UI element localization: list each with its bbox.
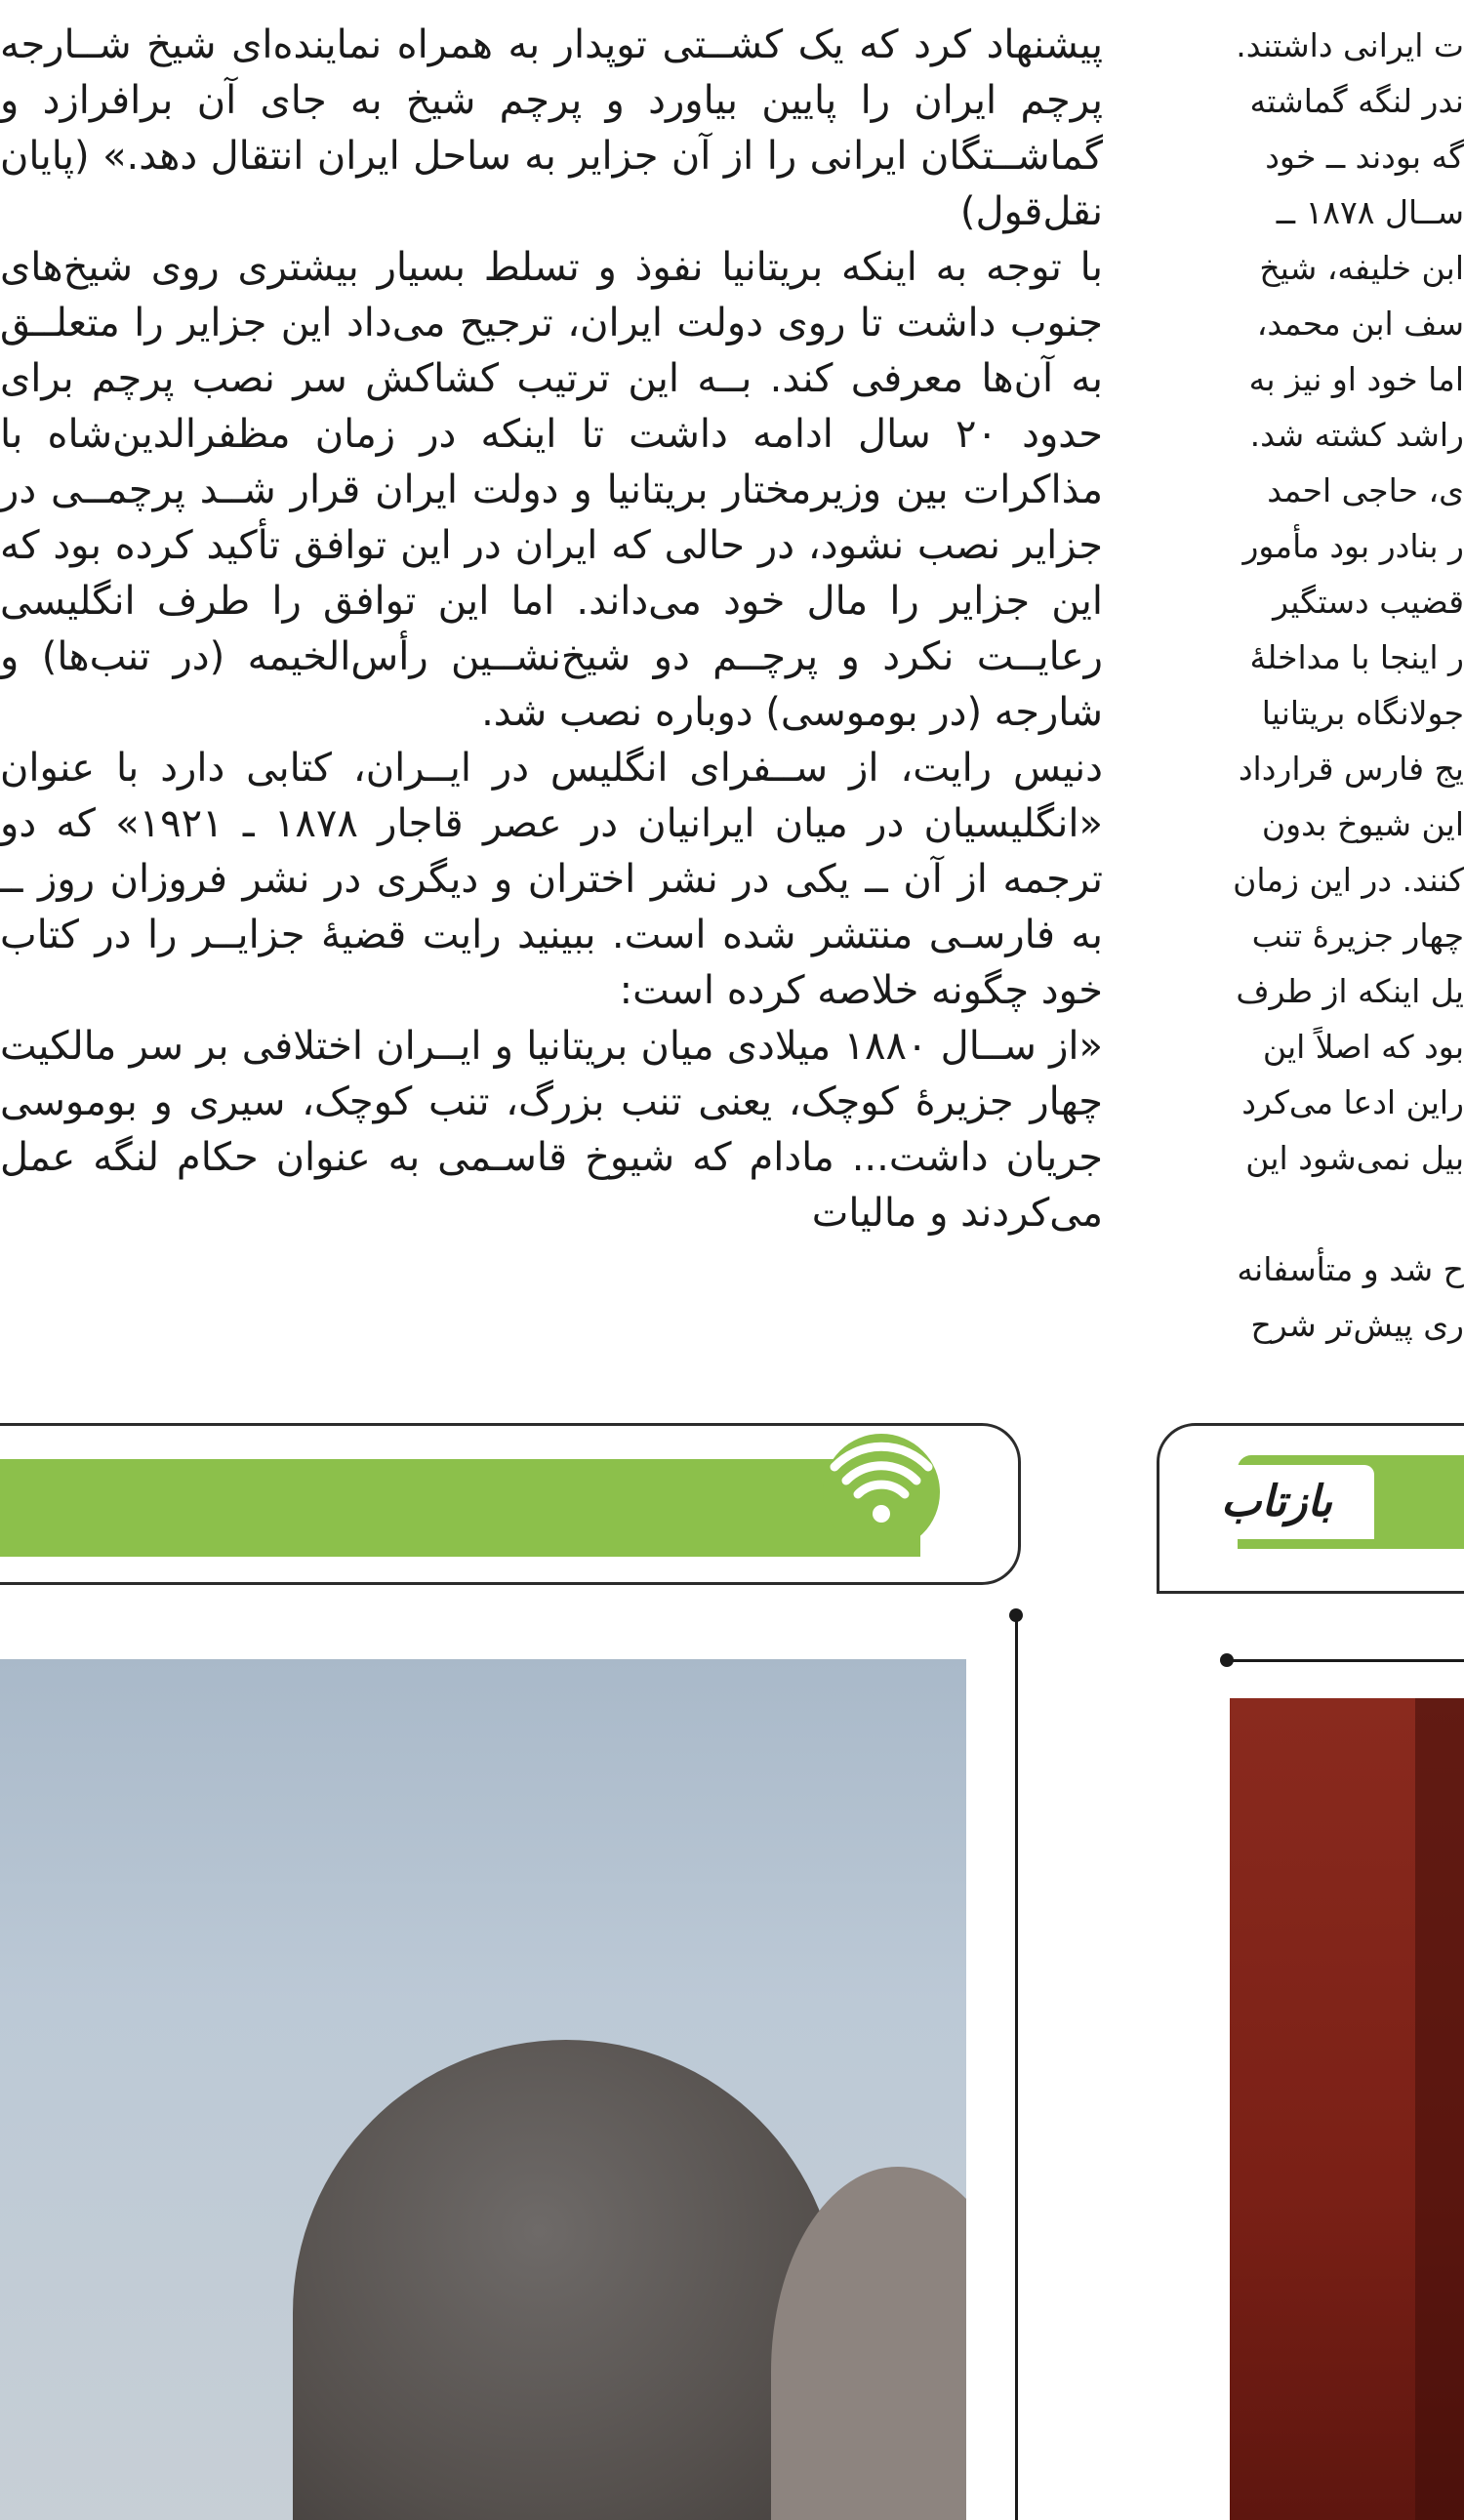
side-line: کنند. در این زمان: [1233, 861, 1464, 899]
side-line: ر اینجا با مداخلهٔ: [1249, 638, 1464, 676]
side-line: یل اینکه از طرف: [1236, 972, 1464, 1010]
side-line: ت ایرانی داشتند.: [1236, 26, 1464, 64]
paragraph-3: دنیس رایت، از ســفرای انگلیس در ایــران، کتابی دارد با عنوان «انگلیسیان در میان ایرانیان در عصر قاجار ۱۸۷۸ ـ ۱۹۲۱» که دو ترجمه از آن ــ یکی در نشر اختران و دیگری در نشر فروزان روز ــ به فارسـی منتشر شده است. ببینید رایت قضیهٔ جزایــر را در کتاب خود چگونه خلاصه کرده است:: [0, 746, 1103, 1013]
paragraph-2: با توجه به اینکه بریتانیا نفوذ و تسلط بسیار بیشتری روی شیخ‌های جنوب داشت تا روی دولت ایران، ترجیح می‌داد این جزایر را متعلــق به آن‌ها معرفی کند. بــه این ترتیب کشاکش سر نصب پرچم برای حدود ۲۰ سال ادامه داشت تا اینکه در زمان مظفرالدین‌شاه با مذاکرات بین وزیرمختار بریتانیا و دولت ایران قرار شــد پرچمــی در جزایر نصب نشود، در حالی که ایران در این توافق تأکید کرده بود که این جزایر را مال خود می‌داند. اما این توافق را طرف انگلیسی رعایــت نکرد و پرچــم دو شیخ‌نشــین رأس‌الخیمه (در تنب‌ها) و شارجه (در بوموسی) دوباره نصب شد.: [0, 245, 1103, 735]
side-line: ندر لنگه گماشته: [1249, 82, 1464, 120]
side-article-column: [1127, 0, 1464, 1355]
side-line: این شیوخ بدون: [1261, 805, 1464, 843]
side-line: ری پیش‌تر شرح: [1250, 1306, 1464, 1344]
main-article-column: [0, 0, 1103, 1355]
side-line-blank: [1127, 1186, 1464, 1241]
article-photo: [0, 1659, 966, 2520]
side-line: راین ادعا می‌کرد: [1241, 1083, 1464, 1121]
side-line: ابن خلیفه، شیخ: [1259, 249, 1464, 287]
rss-feed-icon: [823, 1434, 940, 1551]
side-line: قضیب دستگیر: [1273, 583, 1464, 621]
paragraph-4: «از ســال ۱۸۸۰ میلادی میان بریتانیا و ایــران اختلافی بر سر مالکیت چهار جزیرهٔ کوچک، یعنی تنب بزرگ، تنب کوچک، سیری و بوموسی جریان داشت... مادام که شیوخ قاسـمی به عنوان حکام لنگه عمل می‌کردند و مالیات: [0, 1024, 1103, 1236]
side-line: یج فارس قرارداد: [1238, 750, 1464, 788]
side-line: ر بنادر بود مأمور: [1242, 527, 1464, 565]
baztab-section-banner: [1157, 1423, 1464, 1594]
paragraph-1: پیشنهاد کرد که یک کشــتی توپدار به همراه نماینده‌ای شیخ شــارجه پرچم ایران را پایین بیاورد و پرچم شیخ به جای آن برافرازد و گماشــتگان ایرانی را از آن جزایر به ساحل ایران انتقال دهد.» (پایان نقل‌قول): [0, 22, 1103, 234]
side-line: سف ابن محمد،: [1256, 305, 1464, 343]
side-line: چهار جزیرهٔ تنب: [1251, 916, 1464, 955]
section-divider: [1225, 1659, 1464, 1662]
side-line: ی، حاجی احمد: [1267, 471, 1464, 509]
baztab-label: بازتاب: [1179, 1465, 1374, 1539]
rss-section-banner: [0, 1423, 1021, 1585]
side-line: گه بودند ــ خود: [1265, 138, 1464, 176]
side-line: اما خود او نیز به: [1248, 360, 1464, 398]
column-divider: [1015, 1615, 1018, 2520]
side-line: بیل نمی‌شود این: [1245, 1139, 1464, 1177]
side-line: ســال ۱۸۷۸ ــ: [1276, 193, 1464, 231]
side-line: ح شد و متأسفانه: [1237, 1250, 1464, 1288]
rss-banner-bar: [0, 1459, 920, 1557]
side-line: جولانگاه بریتانیا: [1261, 694, 1464, 732]
side-photo-shade: [1415, 1698, 1464, 2520]
side-line: راشد کشته شد.: [1249, 416, 1464, 454]
side-line: بود که اصلاً این: [1262, 1028, 1464, 1066]
photo-dome-shape: [293, 2040, 839, 2520]
